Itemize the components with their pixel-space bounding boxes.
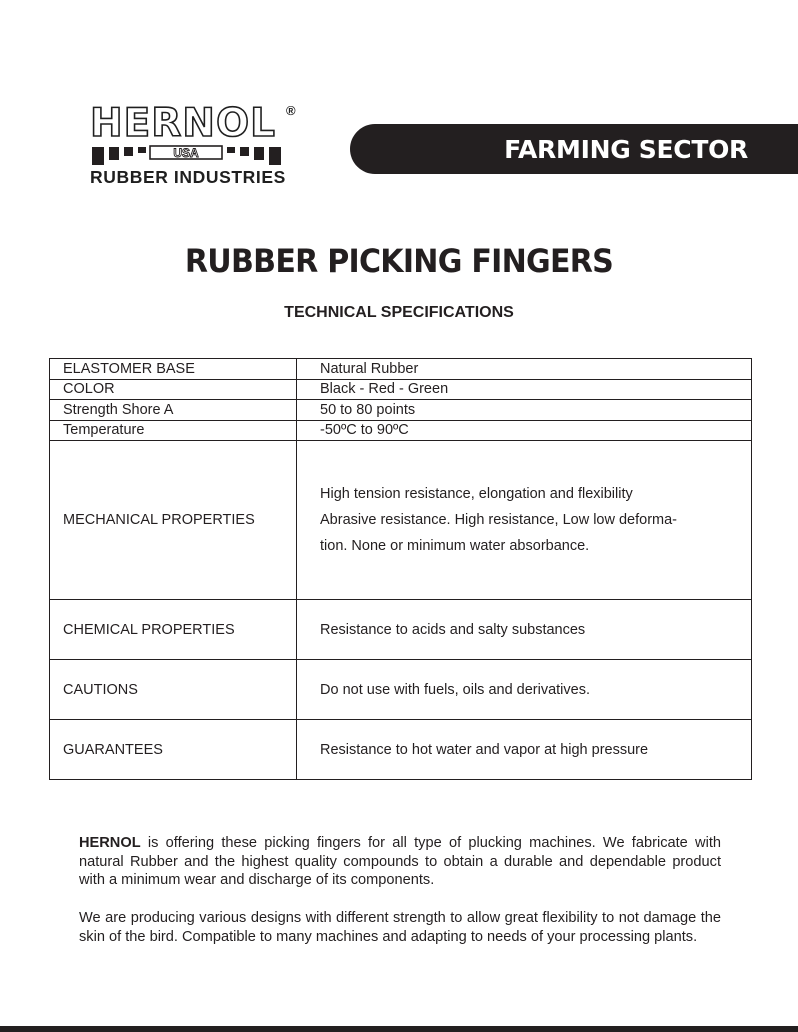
table-row [50,600,752,660]
spec-property: CAUTIONS [50,660,297,720]
spec-property: Strength Shore A [50,400,297,421]
spec-value-line: Abrasive resistance. High resistance, Low low deforma- [320,512,678,528]
table-row [50,720,752,780]
registered-mark: ® [286,103,296,118]
spec-property: Temperature [50,420,297,441]
paragraph-text: is offering these picking fingers for all type of plucking machines. We fabricate with natural Rubber and the highest quality compounds to obtain a durable and dependable product with a minimum wear and discharge of its components. [79,835,721,888]
spec-value: Resistance to acids and salty substances [297,600,752,660]
spec-value: Do not use with fuels, oils and derivatives. [297,660,752,720]
spec-value: -50ºC to 90ºC [297,420,752,441]
specs-table [49,358,752,780]
brand-name: HERNOL [79,835,141,851]
description-paragraph-1 [79,834,721,890]
table-row [50,379,752,400]
spec-value-line: tion. None or minimum water absorbance. [320,538,590,554]
spec-value: Black - Red - Green [297,379,752,400]
spec-property: MECHANICAL PROPERTIES [50,441,297,600]
page-subtitle: TECHNICAL SPECIFICATIONS [284,304,514,321]
logo-brand-text: HERNOL [90,101,276,146]
table-row [50,660,752,720]
table-row [50,400,752,421]
spec-property: CHEMICAL PROPERTIES [50,600,297,660]
spec-value: Natural Rubber [297,359,752,380]
spec-value-line: High tension resistance, elongation and flexibility [320,486,633,502]
table-row [50,359,752,380]
spec-property: GUARANTEES [50,720,297,780]
description-paragraph-2: We are producing various designs with different strength to allow great flexibility to not damage the skin of the bird. Compatible to many machines and adapting to needs of your processing plants. [79,910,721,945]
spec-value: Resistance to hot water and vapor at high pressure [297,720,752,780]
page-title: RUBBER PICKING FINGERS [184,242,614,280]
spec-value: 50 to 80 points [297,400,752,421]
table-row [50,441,752,600]
logo-bars-graphic [92,145,292,165]
sector-banner [350,124,798,174]
spec-property: ELASTOMER BASE [50,359,297,380]
hernol-logo [90,103,302,189]
logo-company-text: RUBBER INDUSTRIES [90,167,286,187]
table-row [50,420,752,441]
sector-banner-label: FARMING SECTOR [504,134,748,164]
logo-country-text: USA [173,146,199,160]
footer-bar [0,1026,798,1032]
spec-value-multiline [297,441,752,600]
spec-property: COLOR [50,379,297,400]
